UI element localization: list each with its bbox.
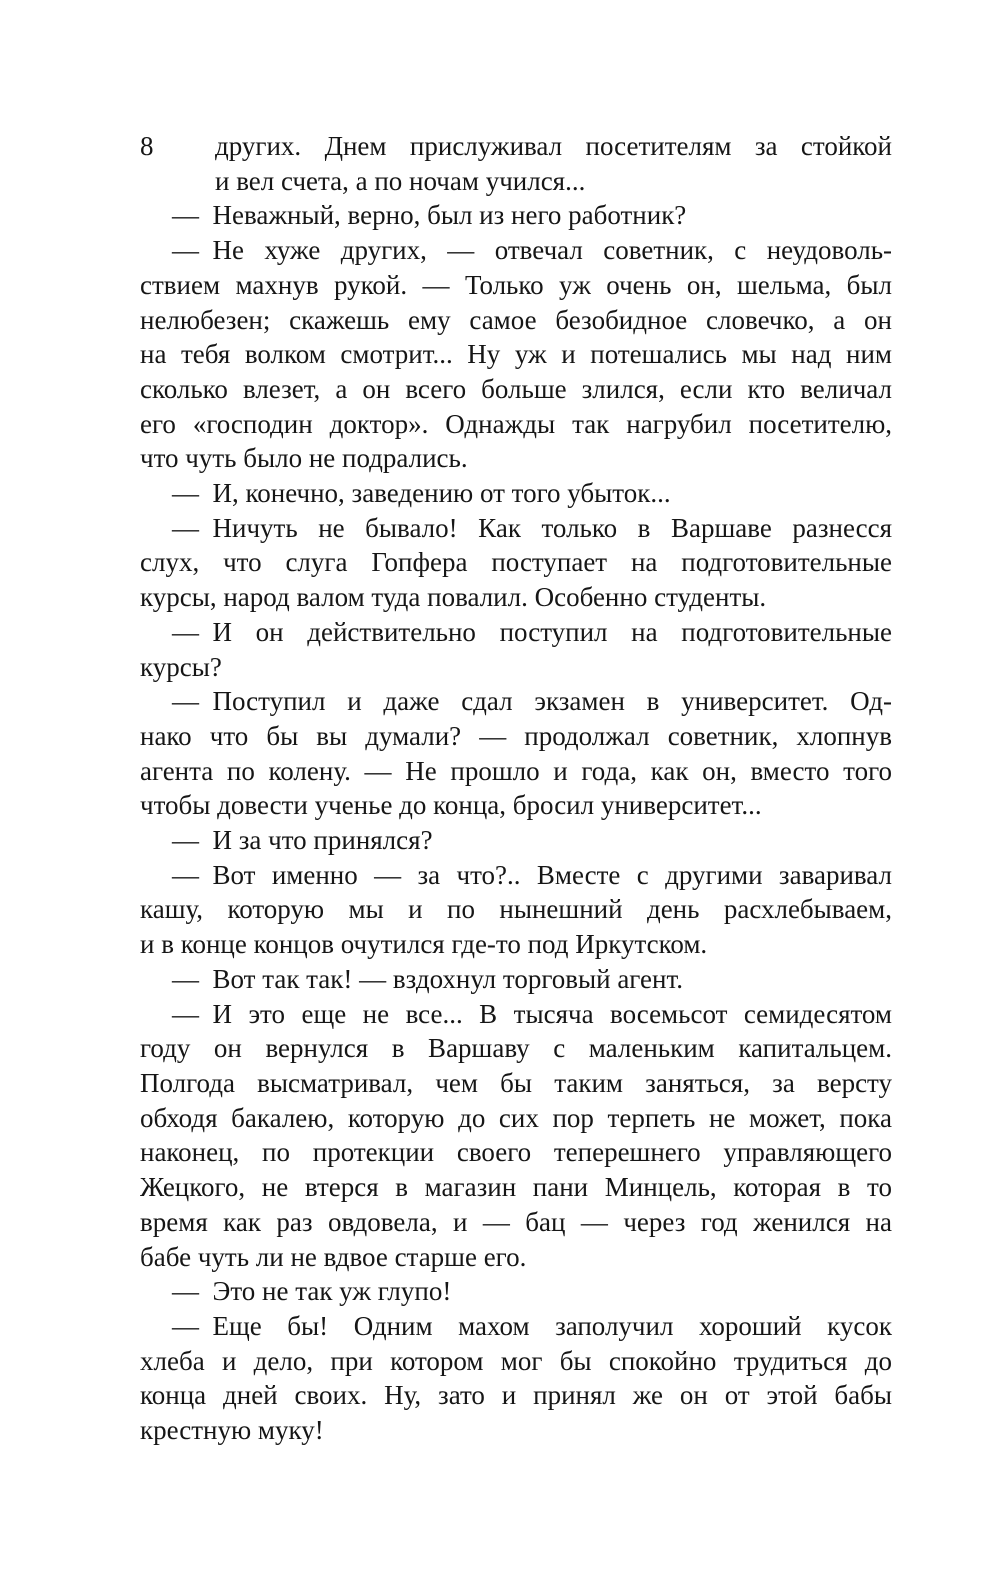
text-line: что чуть было не подрались.: [140, 443, 468, 474]
text-line: Полгода высматривал, чем бы таким заняться, за версту: [140, 1067, 892, 1098]
text-line: нако что бы вы думали? — продолжал советник, хлопнув: [140, 720, 892, 751]
text-line: — Не хуже других, — отвечал советник, с неудоволь-: [172, 235, 892, 266]
text-line: — И это еще не все... В тысяча восемьсот семидесятом: [172, 998, 892, 1029]
text-line: — И, конечно, заведению от того убыток...: [172, 478, 671, 509]
text-line: курсы?: [140, 651, 222, 682]
text-line: ствием махнув рукой. — Только уж очень он, шельма, был: [140, 269, 892, 300]
text-line: — Вот так так! — вздохнул торговый агент.: [172, 963, 683, 994]
text-line: — Вот именно — за что?.. Вместе с другими заваривал: [172, 859, 892, 890]
text-line: на тебя волком смотрит... Ну уж и потешались мы над ним: [140, 339, 892, 370]
text-line: кашу, которую мы и по нынешний день расхлебываем,: [140, 894, 892, 925]
text-line: слух, что слуга Гопфера поступает на подготовительные: [140, 547, 892, 578]
text-line: — Это не так уж глупо!: [172, 1276, 452, 1307]
text-line: году он вернулся в Варшаву с маленьким капитальцем.: [140, 1033, 892, 1064]
text-line: — Еще бы! Одним махом заполучил хороший кусок: [172, 1310, 892, 1341]
text-line: его «господин доктор». Однажды так нагрубил посетителю,: [140, 408, 892, 439]
text-line: обходя бакалею, которую до сих пор терпеть не может, пока: [140, 1102, 892, 1133]
text-line: сколько влезет, а он всего больше злился, если кто величал: [140, 373, 892, 404]
text-block: [140, 129, 892, 1448]
text-line: агента по колену. — Не прошло и года, как он, вместо того: [140, 755, 892, 786]
text-line: других. Днем прислуживал посетителям за стойкой: [215, 131, 892, 161]
text-line: — Неважный, верно, был из него работник?: [172, 200, 687, 231]
text-line: курсы, народ валом туда повалил. Особенно студенты.: [140, 582, 767, 613]
text-line: — Поступил и даже сдал экзамен в университет. Од-: [172, 686, 892, 717]
text-line: хлеба и дело, при котором мог бы спокойно трудиться до: [140, 1345, 892, 1376]
text-line: нелюбезен; скажешь ему самое безобидное словечко, а он: [140, 304, 892, 335]
page-number: 8: [140, 131, 154, 161]
text-line: и вел счета, а по ночам учился...: [215, 165, 586, 196]
text-line: чтобы довести ученье до конца, бросил университет...: [140, 790, 762, 821]
text-line: крестную муку!: [140, 1415, 324, 1446]
text-line: — И за что принялся?: [172, 825, 433, 856]
text-line: бабе чуть ли не вдвое старше его.: [140, 1241, 527, 1272]
text-line: Жецкого, не втерся в магазин пани Минцель, которая в то: [140, 1172, 892, 1203]
text-line: — И он действительно поступил на подготовительные: [172, 616, 892, 647]
text-line: конца дней своих. Ну, зато и принял же он от этой бабы: [140, 1380, 892, 1411]
text-line: и в конце концов очутился где-то под Иркутском.: [140, 929, 708, 960]
text-line: наконец, по протекции своего теперешнего управляющего: [140, 1137, 892, 1168]
text-line: — Ничуть не бывало! Как только в Варшаве разнесся: [172, 512, 892, 543]
text-line: время как раз овдовела, и — бац — через год женился на: [140, 1206, 892, 1237]
